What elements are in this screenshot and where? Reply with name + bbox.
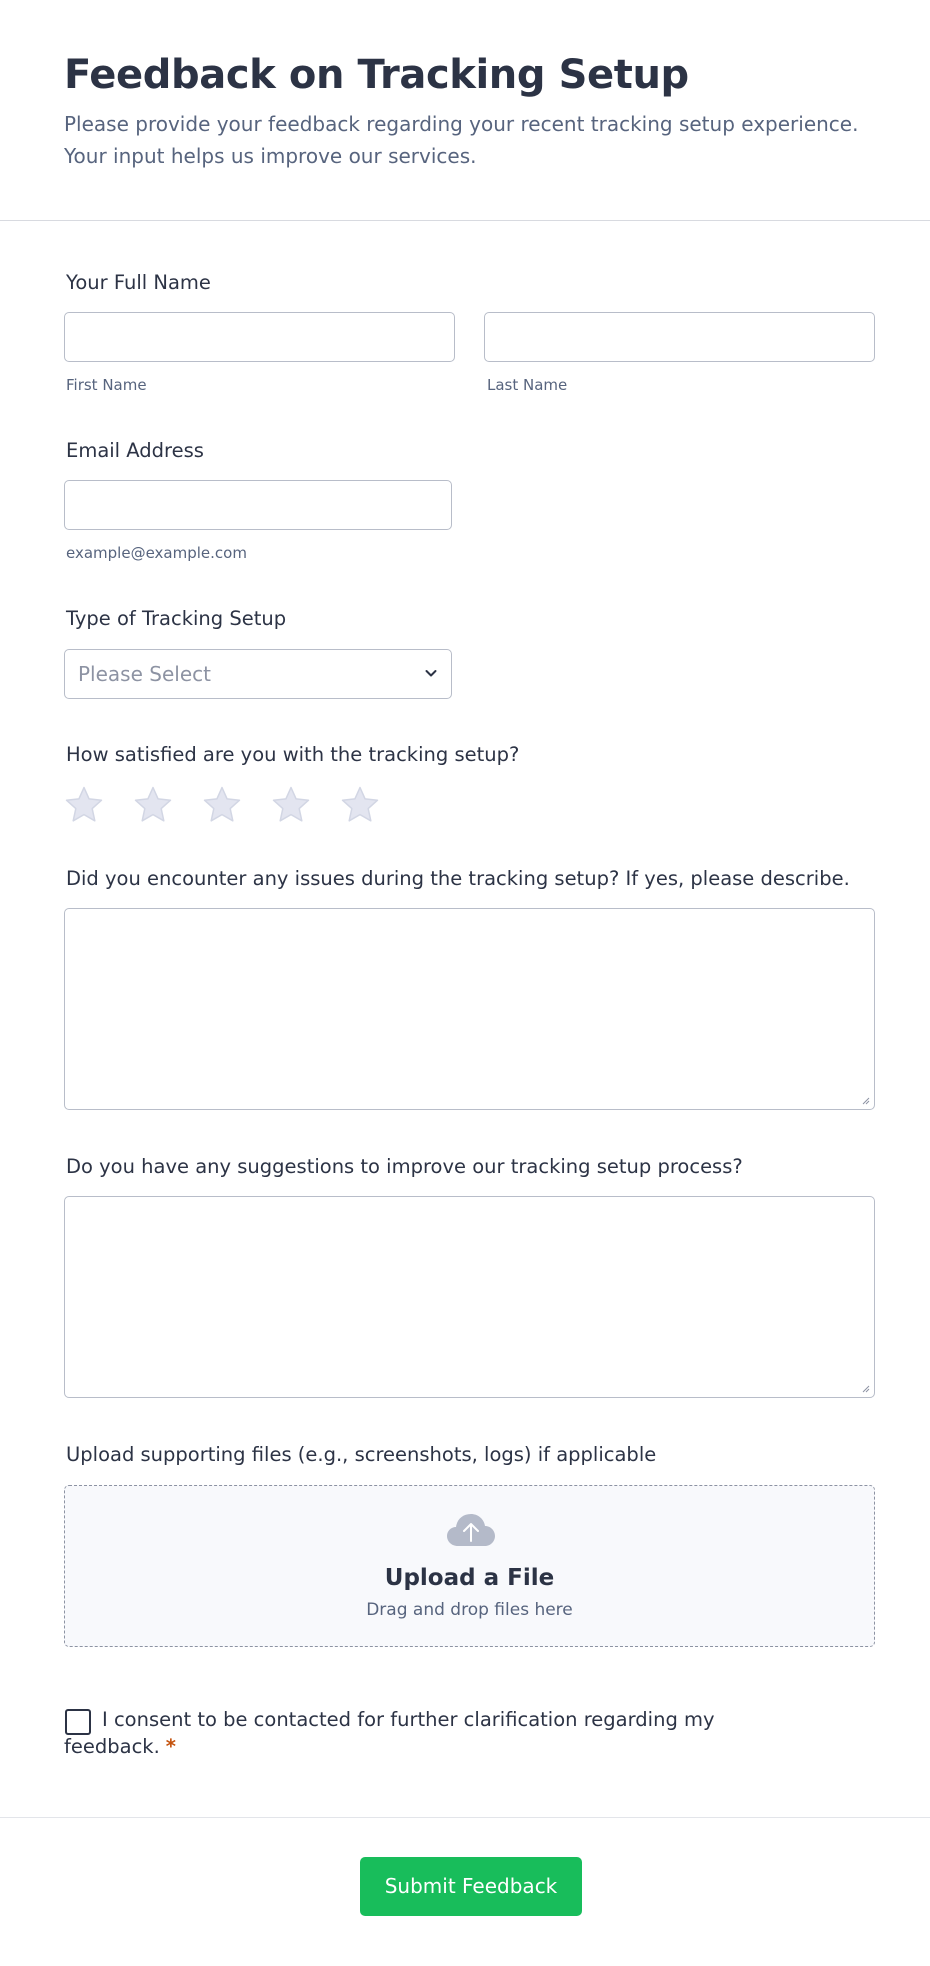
form-header — [0, 0, 930, 221]
consent-text: I consent to be contacted for further clarification regarding my feedback. — [64, 1708, 715, 1758]
required-asterisk: * — [165, 1735, 176, 1758]
suggestions-textarea[interactable] — [64, 1196, 875, 1398]
upload-subtitle: Drag and drop files here — [366, 1600, 573, 1620]
first-name-input[interactable] — [64, 312, 455, 362]
last-name-input[interactable] — [484, 312, 875, 362]
upload-title: Upload a File — [384, 1565, 555, 1591]
email-sublabel: example@example.com — [66, 544, 247, 562]
star-icon-5[interactable] — [340, 785, 380, 825]
upload-label: Upload supporting files (e.g., screenshots, logs) if applicable — [66, 1443, 657, 1466]
full-name-label: Your Full Name — [66, 271, 211, 294]
email-label: Email Address — [66, 439, 204, 462]
issues-label: Did you encounter any issues during the tracking setup? If yes, please describe. — [66, 867, 850, 890]
resize-handle-icon[interactable] — [860, 1383, 870, 1393]
consent-label — [64, 1706, 724, 1760]
chevron-down-icon — [423, 665, 439, 681]
email-input[interactable] — [64, 480, 452, 530]
star-icon-3[interactable] — [202, 785, 242, 825]
star-icon-4[interactable] — [271, 785, 311, 825]
star-icon-2[interactable] — [133, 785, 173, 825]
form-title: Feedback on Tracking Setup — [64, 52, 689, 98]
tracking-type-label: Type of Tracking Setup — [66, 607, 287, 630]
star-rating — [64, 785, 394, 825]
submit-button[interactable]: Submit Feedback — [360, 1857, 582, 1916]
footer-divider — [0, 1817, 930, 1818]
select-placeholder: Please Select — [78, 662, 211, 686]
resize-handle-icon[interactable] — [860, 1095, 870, 1105]
tracking-type-select[interactable] — [64, 649, 452, 699]
issues-textarea[interactable] — [64, 908, 875, 1110]
satisfaction-label: How satisfied are you with the tracking setup? — [66, 743, 520, 766]
first-name-sublabel: First Name — [66, 376, 147, 394]
file-upload-dropzone[interactable] — [64, 1485, 875, 1647]
star-icon-1[interactable] — [64, 785, 104, 825]
cloud-upload-icon — [446, 1512, 496, 1548]
last-name-sublabel: Last Name — [487, 376, 568, 394]
suggestions-label: Do you have any suggestions to improve our tracking setup process? — [66, 1155, 743, 1178]
form-description: Please provide your feedback regarding your recent tracking setup experience. Your input helps us improve our services. — [64, 112, 859, 168]
